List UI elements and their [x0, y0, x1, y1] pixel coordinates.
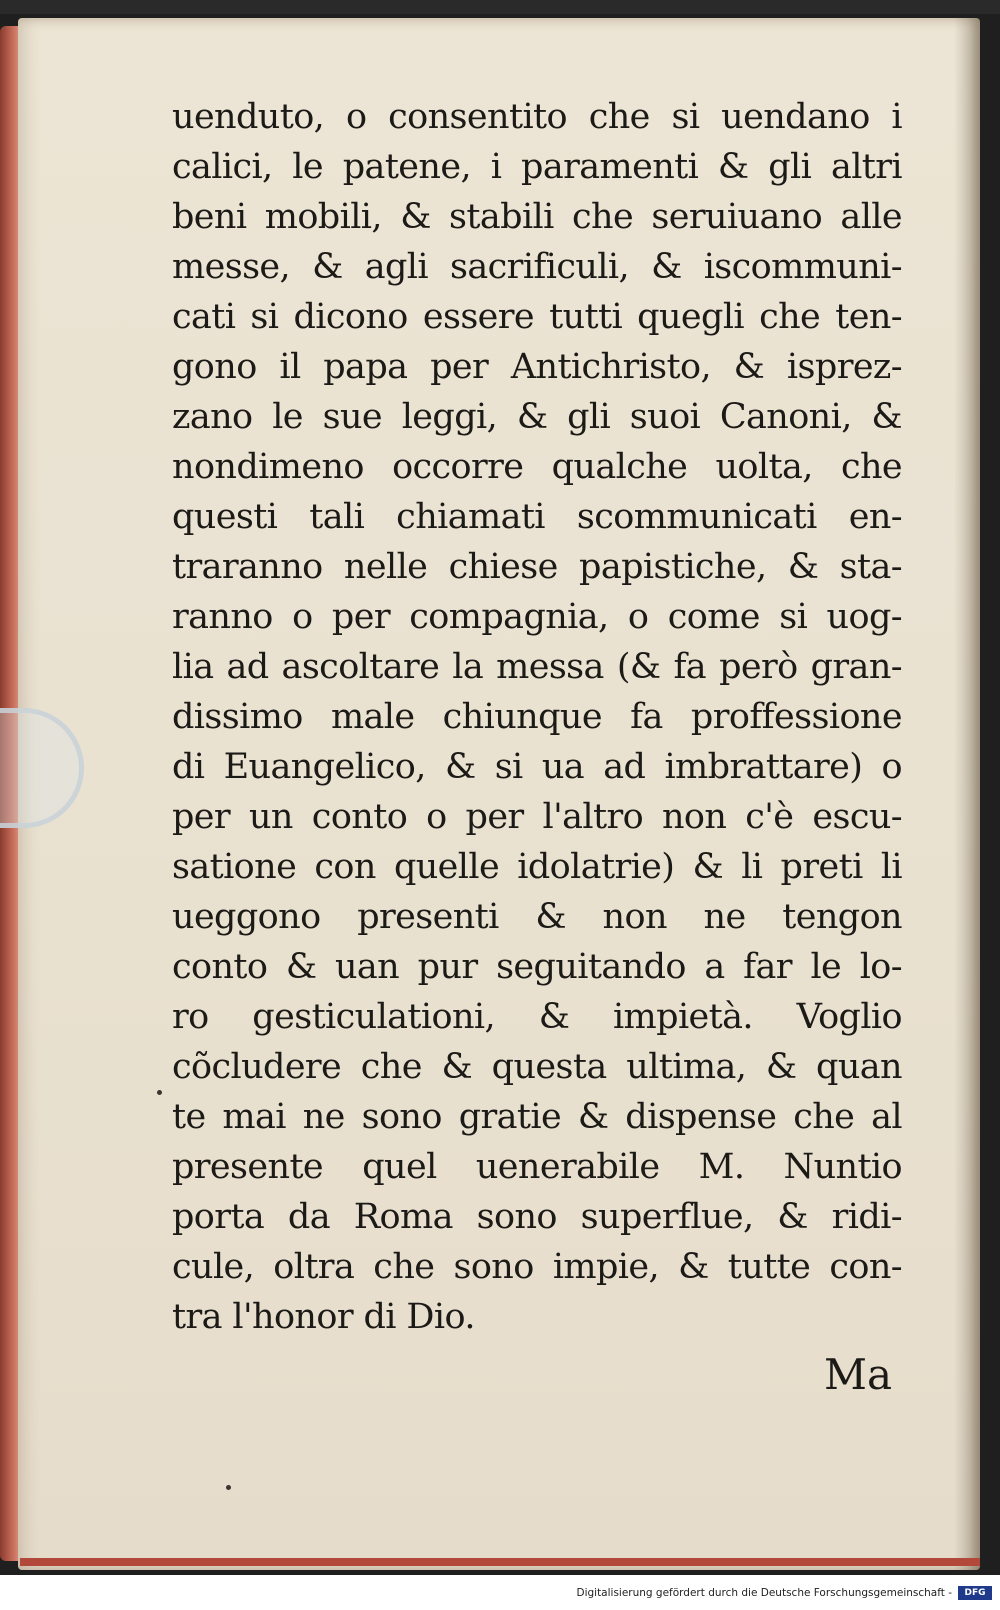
text-line: dissimo male chiunque fa proffessione [172, 697, 902, 737]
text-line: nondimeno occorre qualche uolta, che [172, 447, 902, 487]
text-line: satione con quelle idolatrie) & li preti li [172, 847, 902, 887]
text-line: te mai ne sono gratie & dispense che al [172, 1097, 902, 1137]
text-line: traranno nelle chiese papistiche, & sta- [172, 547, 902, 587]
body-text [172, 92, 902, 1342]
dfg-logo: DFG [958, 1586, 992, 1600]
text-line: gono il papa per Antichristo, & isprez- [172, 347, 902, 387]
text-line: lia ad ascoltare la messa (& fa però gran- [172, 647, 902, 687]
text-line: ranno o per compagnia, o come si uog- [172, 597, 902, 637]
catchword: Ma [823, 1350, 892, 1399]
text-line: tra l'honor di Dio. [172, 1297, 475, 1337]
gutter-shadow [954, 18, 980, 1570]
funding-credit: Digitalisierung gefördert durch die Deutsche Forschungsgemeinschaft - [576, 1587, 952, 1599]
text-line: ueggono presenti & non ne tengon [172, 897, 902, 937]
text-line: cule, oltra che sono impie, & tutte con- [172, 1247, 902, 1287]
text-line: questi tali chiamati scommunicati en- [172, 497, 902, 537]
ink-speck [226, 1485, 231, 1490]
text-line: zano le sue leggi, & gli suoi Canoni, & [172, 397, 902, 437]
text-line: beni mobili, & stabili che seruiuano alle [172, 197, 902, 237]
text-line: porta da Roma sono superflue, & ridi- [172, 1197, 902, 1237]
page-bottom-edge [20, 1558, 980, 1566]
text-line: calici, le patene, i paramenti & gli altri [172, 147, 902, 187]
text-line: cõcludere che & questa ultima, & quan [172, 1047, 902, 1087]
text-line: ro gesticulationi, & impietà. Voglio [172, 997, 902, 1037]
ink-speck [157, 1090, 162, 1095]
text-line: di Euangelico, & si ua ad imbrattare) o [172, 747, 902, 787]
text-line: cati si dicono essere tutti quegli che ten- [172, 297, 902, 337]
text-line: per un conto o per l'altro non c'è escu- [172, 797, 902, 837]
text-line: conto & uan pur seguitando a far le lo- [172, 947, 902, 987]
scan-backdrop [0, 0, 1000, 14]
text-line: uenduto, o consentito che si uendano i [172, 97, 902, 137]
text-line: presente quel uenerabile M. Nuntio [172, 1147, 902, 1187]
text-line: messe, & agli sacrificuli, & iscommuni- [172, 247, 902, 287]
